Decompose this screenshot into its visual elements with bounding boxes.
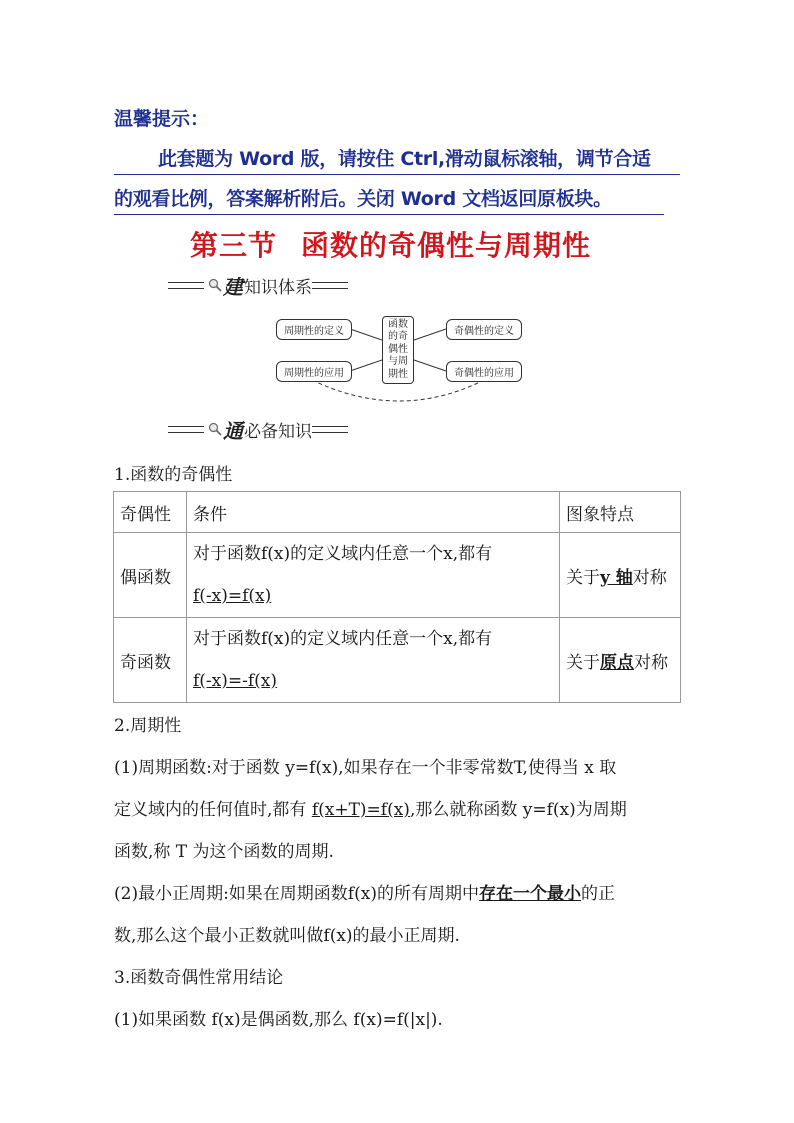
- table-cell-name: 偶函数: [114, 533, 187, 618]
- heading-essential-knowledge: [168, 416, 348, 442]
- center-line: 函数: [388, 318, 408, 330]
- tip-title: 温馨提示：: [114, 108, 210, 130]
- double-rule-right: [312, 282, 348, 289]
- feature-prefix: 关于: [566, 567, 600, 588]
- periodic-paragraph-line-2: [114, 795, 627, 820]
- text-run: ,那么就称函数 y=f(x)为周期: [409, 800, 627, 820]
- subsection-title-parity: 1.函数的奇偶性: [114, 465, 233, 485]
- min-period-line-1: [114, 879, 615, 904]
- feature-prefix: 关于: [566, 652, 600, 673]
- feature-suffix: 对称: [634, 652, 668, 673]
- center-line: 偶性: [388, 343, 408, 355]
- periodic-equation: f(x+T)=f(x): [311, 800, 410, 820]
- tip-line-2: 的观看比例，答案解析附后。关闭 Word 文档返回原板块。: [114, 184, 664, 215]
- table-header-cell: 条件: [187, 492, 560, 533]
- condition-text: 对于函数f(x)的定义域内任意一个x,都有: [193, 544, 493, 564]
- center-line: 期性: [388, 368, 408, 380]
- node-parity-definition: 奇偶性的定义: [446, 319, 522, 340]
- center-line: 的奇: [388, 331, 408, 343]
- feature-key: 原点: [600, 652, 634, 673]
- magnifier-icon: [208, 422, 222, 436]
- parity-table: [113, 491, 681, 703]
- table-cell-name: 奇函数: [114, 618, 187, 703]
- heading-glyph: 通: [223, 418, 243, 443]
- text-run: 的正: [580, 884, 615, 904]
- heading-knowledge-system: [168, 272, 348, 298]
- table-header-row: [114, 492, 681, 533]
- text-run: 定义域内的任何值时,都有: [114, 800, 312, 820]
- node-parity-application: 奇偶性的应用: [446, 361, 522, 382]
- node-periodicity-definition: 周期性的定义: [276, 319, 352, 340]
- subsection-title-periodicity: 2.周期性: [114, 716, 182, 736]
- table-row: [114, 618, 681, 703]
- table-cell-feature: [560, 618, 681, 703]
- table-cell-condition: [187, 618, 560, 703]
- section-name: 函数的奇偶性与周期性: [301, 229, 592, 262]
- feature-suffix: 对称: [632, 567, 667, 588]
- periodic-paragraph-line-3: 函数,称 T 为这个函数的周期.: [114, 842, 334, 862]
- periodic-paragraph-line-1: (1)周期函数:对于函数 y=f(x),如果存在一个非零常数T,使得当 x 取: [114, 758, 617, 778]
- condition-equation: f(-x)=f(x): [193, 586, 272, 606]
- heading-glyph: 建: [223, 274, 243, 299]
- node-center-topic: [382, 316, 414, 384]
- table-cell-feature: [560, 533, 681, 618]
- double-rule-right: [312, 426, 348, 433]
- section-title: [190, 224, 591, 264]
- table-header-cell: 奇偶性: [114, 492, 187, 533]
- magnifier-icon: [208, 278, 222, 292]
- text-run: (2)最小正周期:如果在周期函数f(x)的所有周期中: [114, 884, 479, 904]
- table-cell-condition: [187, 533, 560, 618]
- center-line: 与周: [388, 356, 408, 368]
- double-rule-left: [168, 282, 204, 289]
- table-row: [114, 533, 681, 618]
- node-periodicity-application: 周期性的应用: [276, 361, 352, 382]
- knowledge-diagram: [270, 310, 530, 410]
- condition-equation: f(-x)=-f(x): [193, 671, 278, 691]
- table-header-cell: 图象特点: [560, 492, 681, 533]
- min-period-line-2: 数,那么这个最小正数就叫做f(x)的最小正周期.: [114, 926, 460, 946]
- subsection-title-conclusions: 3.函数奇偶性常用结论: [114, 968, 284, 988]
- heading-label: 必备知识: [244, 421, 312, 442]
- feature-key: y 轴: [600, 567, 633, 588]
- condition-text: 对于函数f(x)的定义域内任意一个x,都有: [193, 629, 493, 649]
- conclusion-1: (1)如果函数 f(x)是偶函数,那么 f(x)=f(|x|).: [114, 1010, 443, 1030]
- double-rule-left: [168, 426, 204, 433]
- tip-line-1: 此套题为 Word 版，请按住 Ctrl,滑动鼠标滚轴，调节合适: [114, 144, 680, 175]
- section-number: 第三节: [190, 229, 278, 262]
- min-period-key: 存在一个最小: [478, 884, 581, 904]
- heading-label: 知识体系: [244, 277, 312, 298]
